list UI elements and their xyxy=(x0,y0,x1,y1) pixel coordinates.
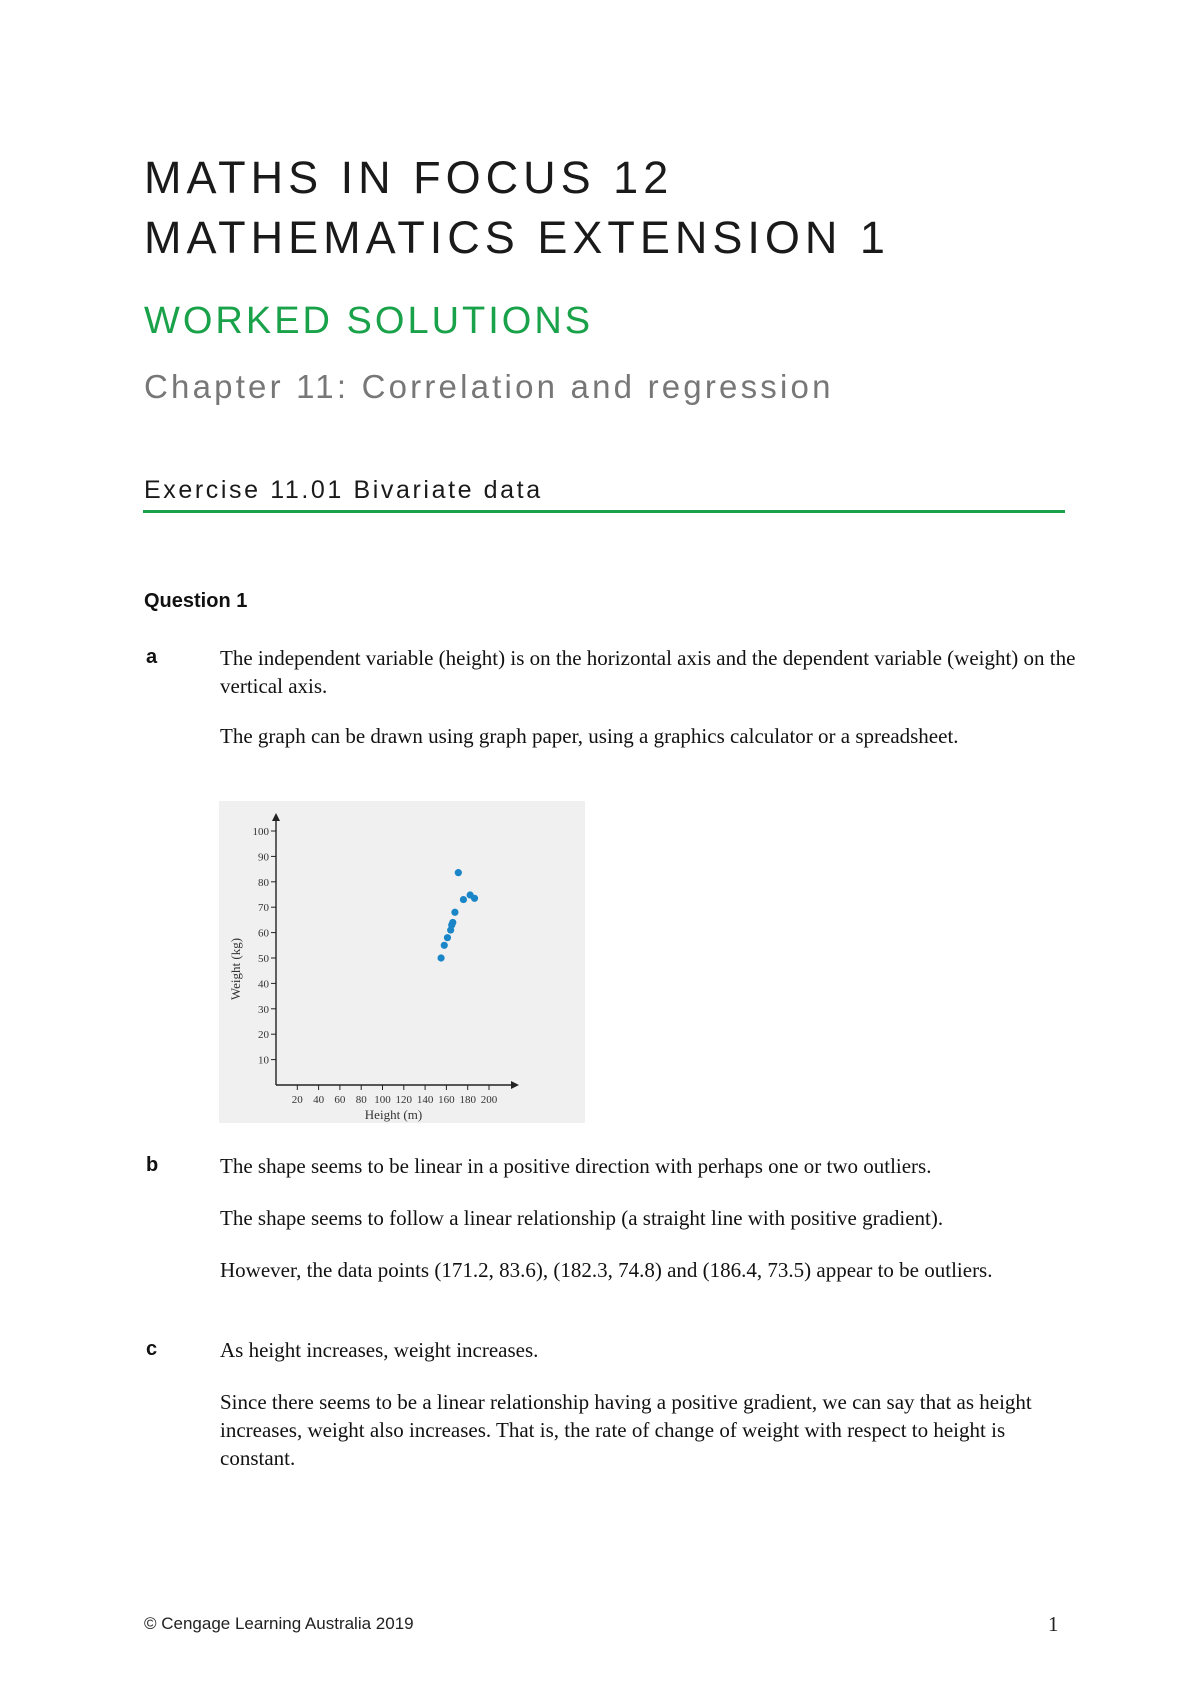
y-tick-label: 70 xyxy=(258,902,269,915)
worked-solutions-heading: WORKED SOLUTIONS xyxy=(144,300,594,342)
part-b-paragraph-2: The shape seems to follow a linear relationship (a straight line with positive gradient). xyxy=(220,1206,944,1230)
x-tick-label: 100 xyxy=(374,1094,391,1106)
data-point xyxy=(460,896,467,903)
footer-copyright: © Cengage Learning Australia 2019 xyxy=(144,1614,414,1633)
part-a-paragraph-1: The independent variable (height) is on the horizontal axis and the dependent variable (weight) on the vertical axis. xyxy=(220,646,1076,698)
x-tick-label: 200 xyxy=(480,1094,498,1106)
part-a-label: a xyxy=(146,646,158,668)
question-heading: Question 1 xyxy=(144,590,248,612)
scatter-chart-svg xyxy=(219,801,585,1123)
y-tick-label: 40 xyxy=(258,978,269,991)
data-point xyxy=(437,954,444,961)
x-tick-label: 60 xyxy=(334,1094,346,1106)
data-point xyxy=(451,909,458,916)
x-tick-label: 120 xyxy=(395,1094,413,1106)
x-tick-label: 40 xyxy=(313,1094,325,1106)
y-tick-label: 90 xyxy=(258,851,269,864)
part-a-paragraph-2: The graph can be drawn using graph paper, using a graphics calculator or a spreadsheet. xyxy=(220,724,959,748)
x-tick-label: 160 xyxy=(438,1094,455,1106)
part-c-label: c xyxy=(146,1338,158,1360)
y-tick-label: 20 xyxy=(258,1029,269,1042)
y-tick-label: 10 xyxy=(258,1054,269,1067)
y-tick-label: 80 xyxy=(258,876,269,889)
y-tick-label: 100 xyxy=(252,826,269,838)
part-c-paragraph-2: Since there seems to be a linear relationship having a positive gradient, we can say that as height increases, weight also increases. That is, the rate of change of weight with respect to height is constant. xyxy=(220,1390,1032,1470)
book-title-line-2: MATHEMATICS EXTENSION 1 xyxy=(144,212,890,263)
data-point xyxy=(441,942,448,949)
y-tick-label: 30 xyxy=(258,1003,269,1016)
footer-page-number: 1 xyxy=(1048,1612,1059,1636)
part-b-paragraph-1: The shape seems to be linear in a positive direction with perhaps one or two outliers. xyxy=(220,1154,932,1178)
exercise-heading: Exercise 11.01 Bivariate data xyxy=(144,476,543,504)
x-axis-label: Height (m) xyxy=(364,1107,423,1122)
x-tick-label: 180 xyxy=(459,1094,476,1106)
book-title-line-1: MATHS IN FOCUS 12 xyxy=(144,152,674,203)
data-point xyxy=(471,895,478,902)
x-tick-label: 80 xyxy=(355,1094,367,1106)
data-point xyxy=(449,919,456,926)
scatter-chart xyxy=(219,801,585,1123)
exercise-divider xyxy=(143,510,1065,513)
data-point xyxy=(444,934,451,941)
y-tick-label: 50 xyxy=(258,953,269,965)
x-tick-label: 140 xyxy=(416,1094,434,1106)
part-c-paragraph-1: As height increases, weight increases. xyxy=(220,1338,539,1362)
x-tick-label: 20 xyxy=(291,1094,303,1106)
part-b-label: b xyxy=(146,1154,159,1176)
x-axis-arrow xyxy=(511,1081,519,1089)
y-axis-arrow xyxy=(272,813,280,821)
y-axis-label: Weight (kg) xyxy=(228,937,243,1001)
y-tick-label: 60 xyxy=(258,927,269,940)
chapter-heading: Chapter 11: Correlation and regression xyxy=(144,368,834,405)
part-b-paragraph-3: However, the data points (171.2, 83.6), (182.3, 74.8) and (186.4, 73.5) appear to be outliers. xyxy=(220,1258,993,1282)
data-point xyxy=(455,869,462,876)
